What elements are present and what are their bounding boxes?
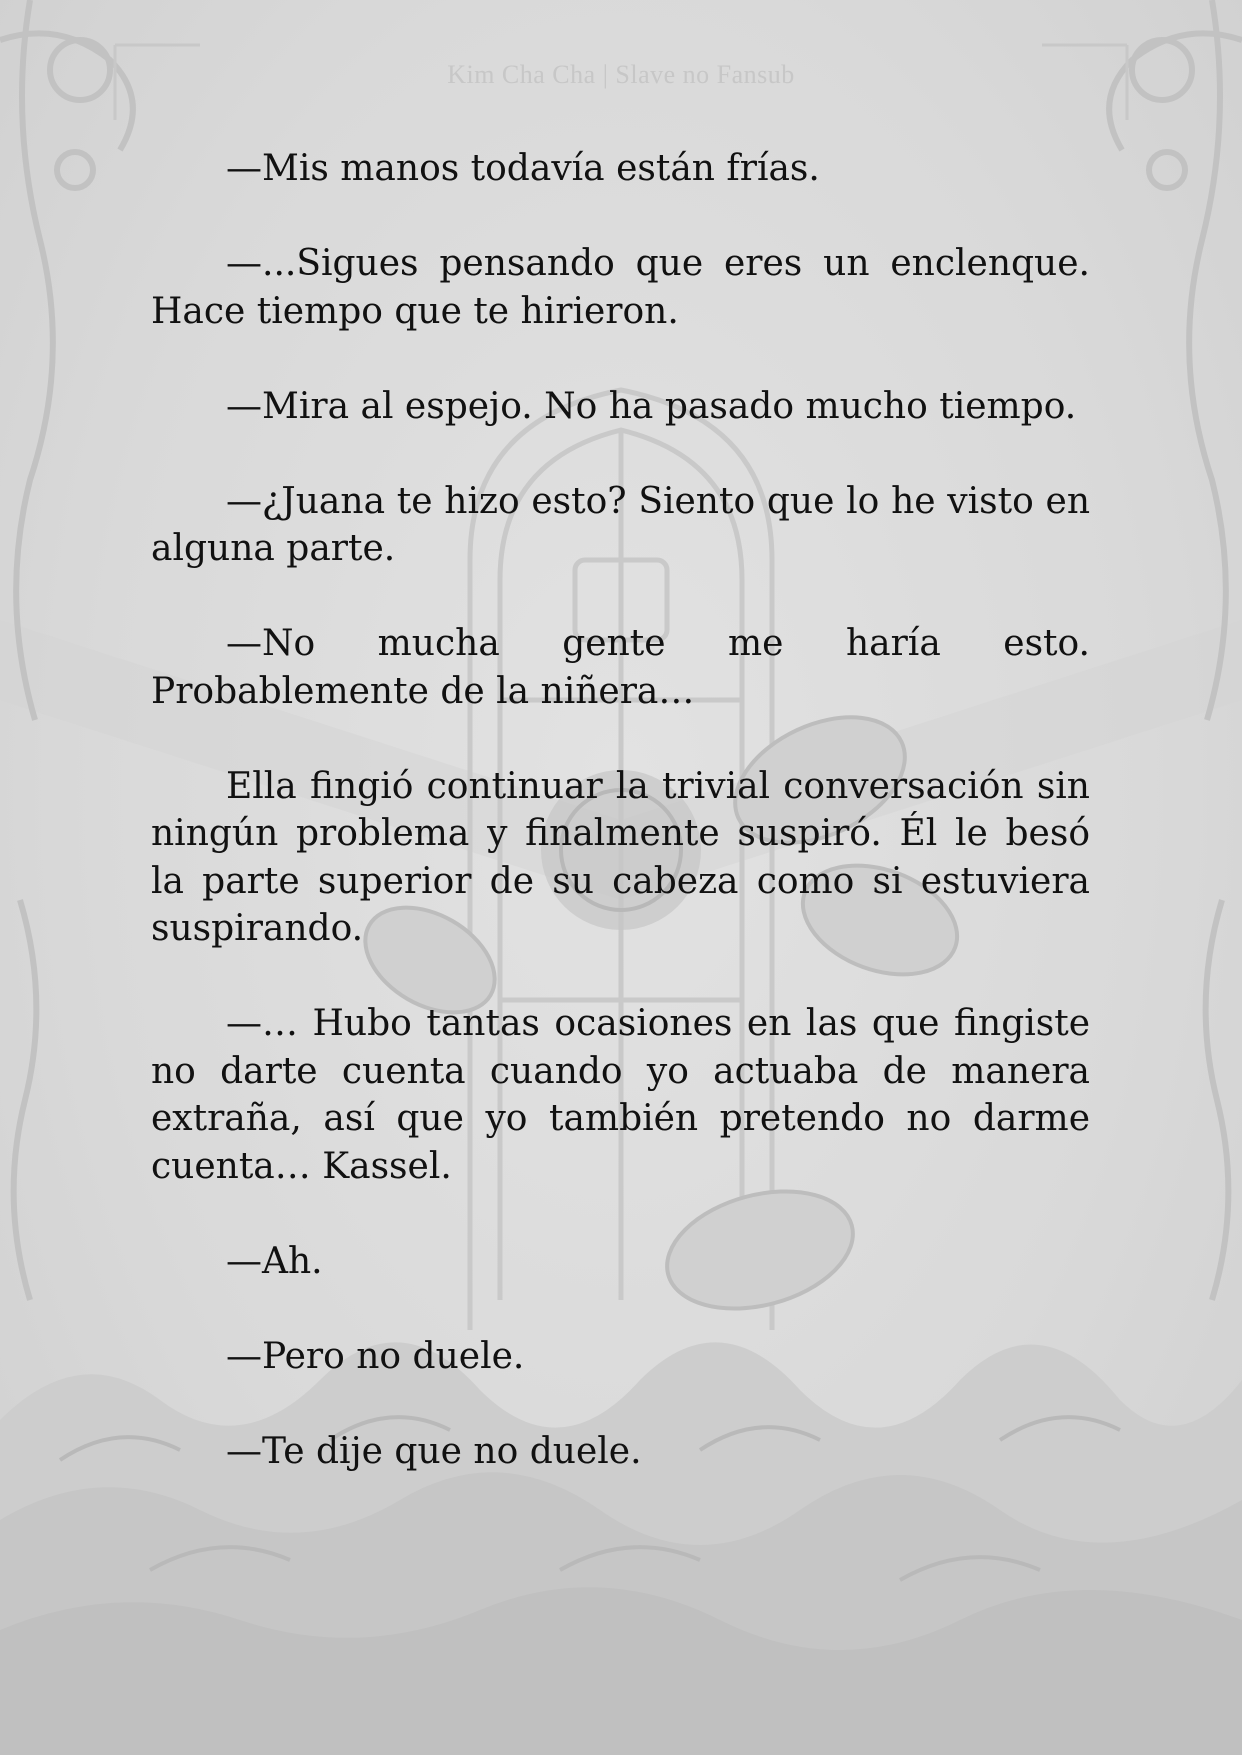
paragraph: Ella fingió continuar la trivial conversación sin ningún problema y finalmente suspiró. Él le besó la parte superior de su cabeza como si estuviera suspirando.: [151, 765, 1090, 949]
paragraph: —No mucha gente me haría esto. Probablemente de la niñera…: [151, 623, 1090, 712]
page-header-watermark: Kim Cha Cha | Slave no Fansub: [447, 60, 795, 89]
paragraph: —Pero no duele.: [226, 1335, 525, 1377]
paragraph: —Mis manos todavía están frías.: [226, 148, 820, 189]
paragraph: —...Sigues pensando que eres un enclenque. Hace tiempo que te hirieron.: [151, 243, 1090, 332]
paragraph: —¿Juana te hizo esto? Siento que lo he visto en alguna parte.: [151, 480, 1090, 569]
paragraph: —Ah.: [226, 1240, 323, 1282]
paragraph: —… Hubo tantas ocasiones en las que fingiste no darte cuenta cuando yo actuaba de manera extraña, así que yo también pretendo no darme cuenta… Kassel.: [151, 1003, 1090, 1187]
paragraph: —Mira al espejo. No ha pasado mucho tiempo.: [226, 385, 1077, 427]
story-text: [151, 145, 1090, 1475]
paragraph: —Te dije que no duele.: [226, 1430, 642, 1472]
